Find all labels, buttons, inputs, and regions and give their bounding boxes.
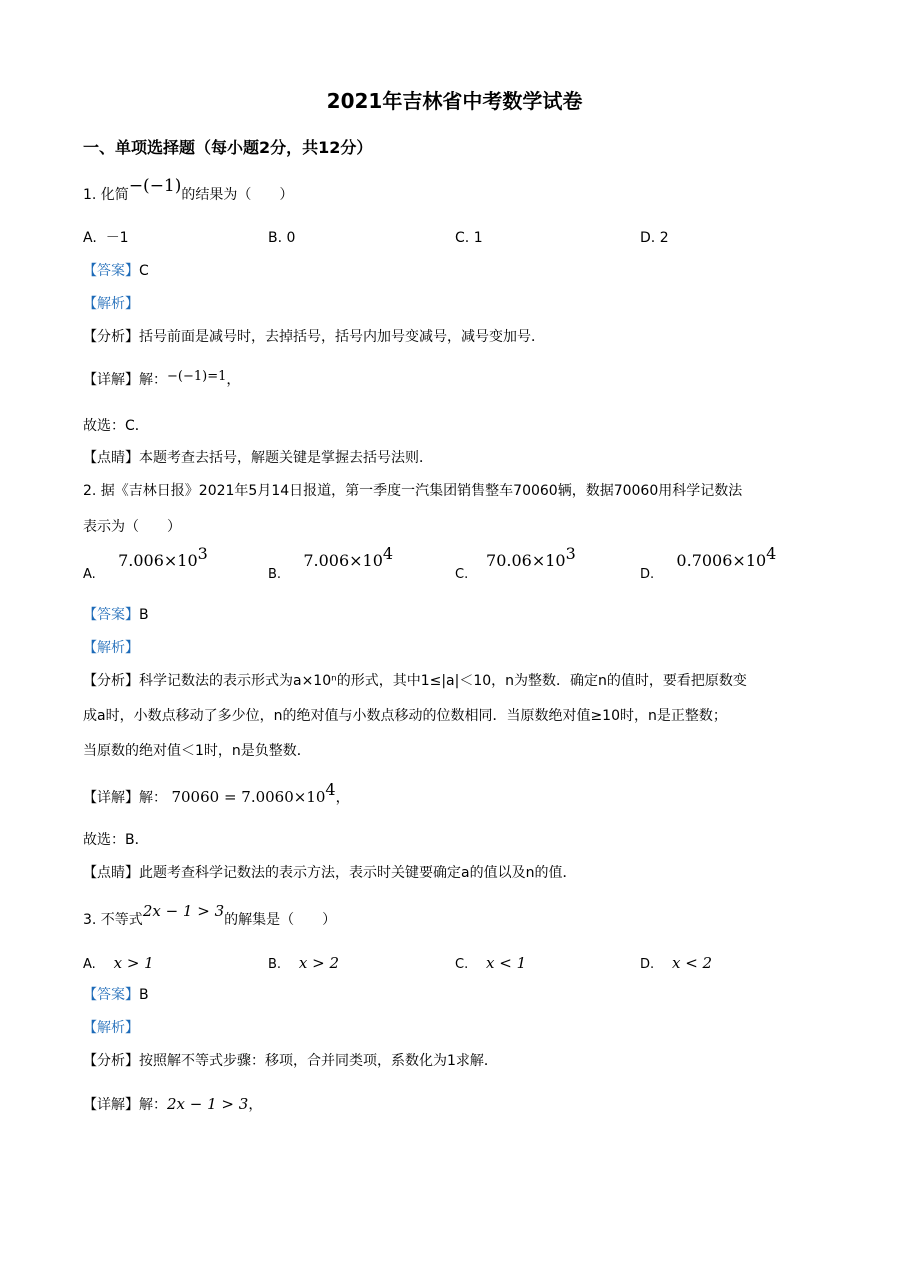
- q1-expr: −(−1): [128, 176, 182, 196]
- q1-option-b: B. 0: [268, 230, 296, 246]
- q2-option-a: A. $7.006\times 10^3$: [83, 544, 208, 582]
- question-3: 3. 不等式2x − 1 > 3的解集是（ ）: [83, 902, 337, 928]
- q3-detail: 【详解】解：2x − 1 > 3，: [83, 1095, 263, 1113]
- q3-expr: 2x − 1 > 3: [142, 902, 225, 920]
- q1-comment: 【点睛】本题考查去括号，解题关键是掌握去括号法则．: [83, 450, 433, 466]
- q2-stem-line1: 2. 据《吉林日报》2021年5月14日报道，第一季度一汽集团销售整车70060辆，数据70060用科学记数法: [83, 483, 743, 499]
- q3-option-c: C. x < 1: [455, 954, 527, 972]
- q1-option-d: D. 2: [640, 230, 669, 246]
- q2-comment: 【点睛】此题考查科学记数法的表示方法，表示时关键要确定a的值以及n的值．: [83, 865, 577, 881]
- q2-answer: 【答案】B: [83, 607, 149, 623]
- q2-stem-line2: 表示为（ ）: [83, 519, 181, 535]
- q2-choose: 故选：B．: [83, 832, 149, 848]
- q2-fenxi-line1: 【分析】科学记数法的表示形式为a×10ⁿ的形式，其中1≤|a|＜10，n为整数．确定n的值时，要看把原数变: [83, 673, 747, 689]
- q2-fenxi-line3: 当原数的绝对值＜1时，n是负整数．: [83, 743, 311, 759]
- q1-fenxi: 【分析】括号前面是减号时，去掉括号，括号内加号变减号，减号变加号．: [83, 329, 545, 345]
- q2-option-b: B. $7.006\times 10^4$: [268, 544, 394, 582]
- answer-tag: 【答案】: [83, 263, 139, 279]
- q2-detail: 【详解】解： $70060 = 7.0060\times 10^4$，: [83, 780, 350, 806]
- question-1: [83, 176, 294, 205]
- page-title: 2021年吉林省中考数学试卷: [326, 89, 583, 113]
- q2-option-d: D. $0.7006\times 10^4$: [640, 544, 777, 582]
- q2-fenxi-line2: 成a时，小数点移动了多少位，n的绝对值与小数点移动的位数相同．当原数绝对值≥10时，n是正整数；: [83, 708, 727, 724]
- q1-option-c: C. 1: [455, 230, 483, 246]
- q1-suffix: 的结果为（ ）: [181, 187, 294, 203]
- q2-option-c: C. $70.06\times 10^3$: [455, 544, 576, 582]
- q1-option-a: A. －1: [83, 230, 129, 246]
- q3-answer: 【答案】B: [83, 987, 149, 1003]
- q1-analysis-tag: 【解析】: [83, 296, 139, 312]
- q1-detail: 【详解】解：−(−1)=1，: [83, 369, 241, 388]
- q2-analysis-tag: 【解析】: [83, 640, 139, 656]
- q1-choose: 故选：C．: [83, 418, 149, 434]
- section-heading: 一、单项选择题（每小题2分，共12分）: [83, 138, 373, 157]
- q3-fenxi: 【分析】按照解不等式步骤：移项，合并同类项，系数化为1求解．: [83, 1053, 498, 1069]
- q3-analysis-tag: 【解析】: [83, 1020, 139, 1036]
- q1-prefix: 1. 化简: [83, 187, 129, 203]
- q3-option-b: B. x > 2: [268, 954, 339, 972]
- q1-answer: 【答案】C: [83, 263, 149, 279]
- q3-option-a: A. x > 1: [83, 954, 154, 972]
- q3-option-d: D. x < 2: [640, 954, 713, 972]
